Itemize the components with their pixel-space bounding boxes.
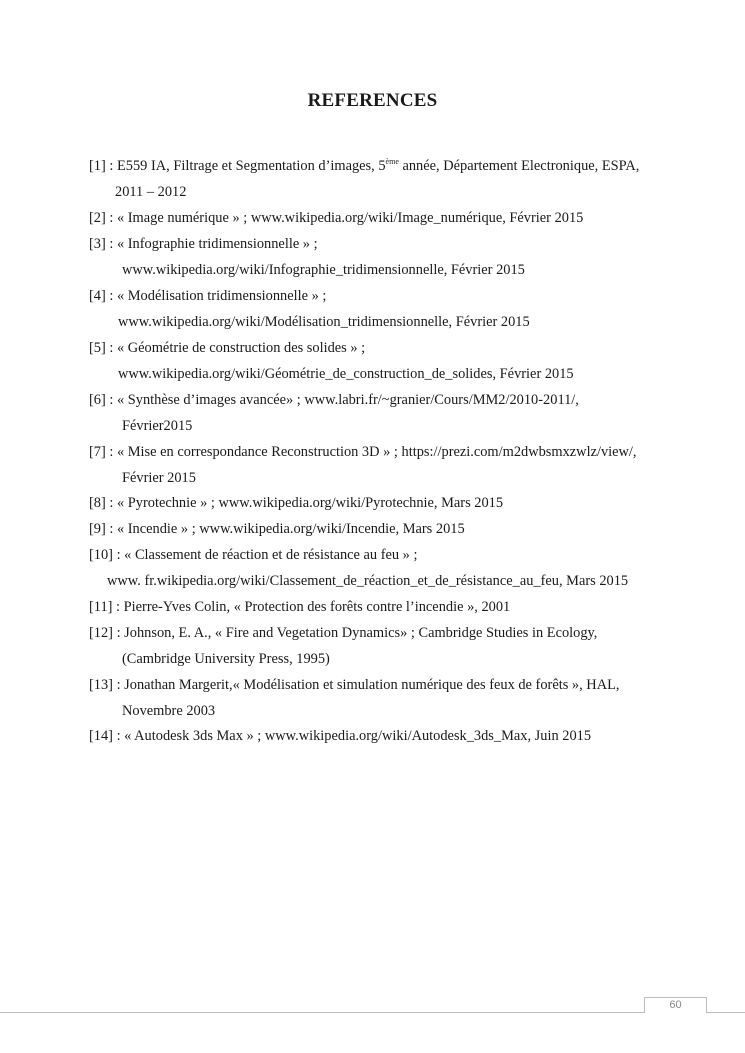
reference-12-publisher: (Cambridge University Press, 1995) [122,651,330,667]
reference-4-link: www.wikipedia.org/wiki/Modélisation_tridimensionnelle, Février 2015 [118,314,530,330]
reference-8: [8] : « Pyrotechnie » ; www.wikipedia.org/wiki/Pyrotechnie, Mars 2015 [89,495,504,511]
reference-1-text-a: [1] : E559 IA, Filtrage et Segmentation d’images, 5 [89,158,386,174]
reference-10: [10] : « Classement de réaction et de résistance au feu » ; [89,547,418,563]
reference-5: [5] : « Géométrie de construction des solides » ; [89,340,366,356]
reference-13: [13] : Jonathan Margerit,« Modélisation et simulation numérique des feux de forêts », HAL, [89,677,620,693]
reference-6: [6] : « Synthèse d’images avancée» ; www.labri.fr/~granier/Cours/MM2/2010-2011/, [89,392,579,408]
page-title: REFERENCES [307,90,438,111]
reference-1 [89,157,639,175]
reference-2: [2] : « Image numérique » ; www.wikipedia.org/wiki/Image_numérique, Février 2015 [89,210,584,226]
reference-4: [4] : « Modélisation tridimensionnelle » ; [89,288,327,304]
reference-9: [9] : « Incendie » ; www.wikipedia.org/wiki/Incendie, Mars 2015 [89,521,465,537]
reference-1-text-b: année, Département Electronique, ESPA, [398,158,640,174]
page-number: 60 [669,999,682,1011]
footer-rule [0,1012,745,1013]
reference-14: [14] : « Autodesk 3ds Max » ; www.wikipedia.org/wiki/Autodesk_3ds_Max, Juin 2015 [89,728,592,744]
reference-1-continuation: 2011 – 2012 [115,184,187,200]
reference-7: [7] : « Mise en correspondance Reconstruction 3D » ; https://prezi.com/m2dwbsmxzwlz/view/, [89,444,637,460]
reference-3: [3] : « Infographie tridimensionnelle » ; [89,236,318,252]
reference-13-date: Novembre 2003 [122,703,216,719]
reference-5-link: www.wikipedia.org/wiki/Géométrie_de_construction_de_solides, Février 2015 [118,366,574,382]
reference-1-superscript: ème [385,157,399,166]
reference-11: [11] : Pierre-Yves Colin, « Protection des forêts contre l’incendie », 2001 [89,599,511,615]
reference-10-link: www. fr.wikipedia.org/wiki/Classement_de_réaction_et_de_résistance_au_feu, Mars 2015 [107,573,629,589]
reference-6-date: Février2015 [122,418,193,434]
page-number-box [644,997,707,1013]
reference-12: [12] : Johnson, E. A., « Fire and Vegetation Dynamics» ; Cambridge Studies in Ecology, [89,625,598,641]
reference-3-link: www.wikipedia.org/wiki/Infographie_tridimensionnelle, Février 2015 [122,262,525,278]
reference-7-date: Février 2015 [122,470,196,486]
